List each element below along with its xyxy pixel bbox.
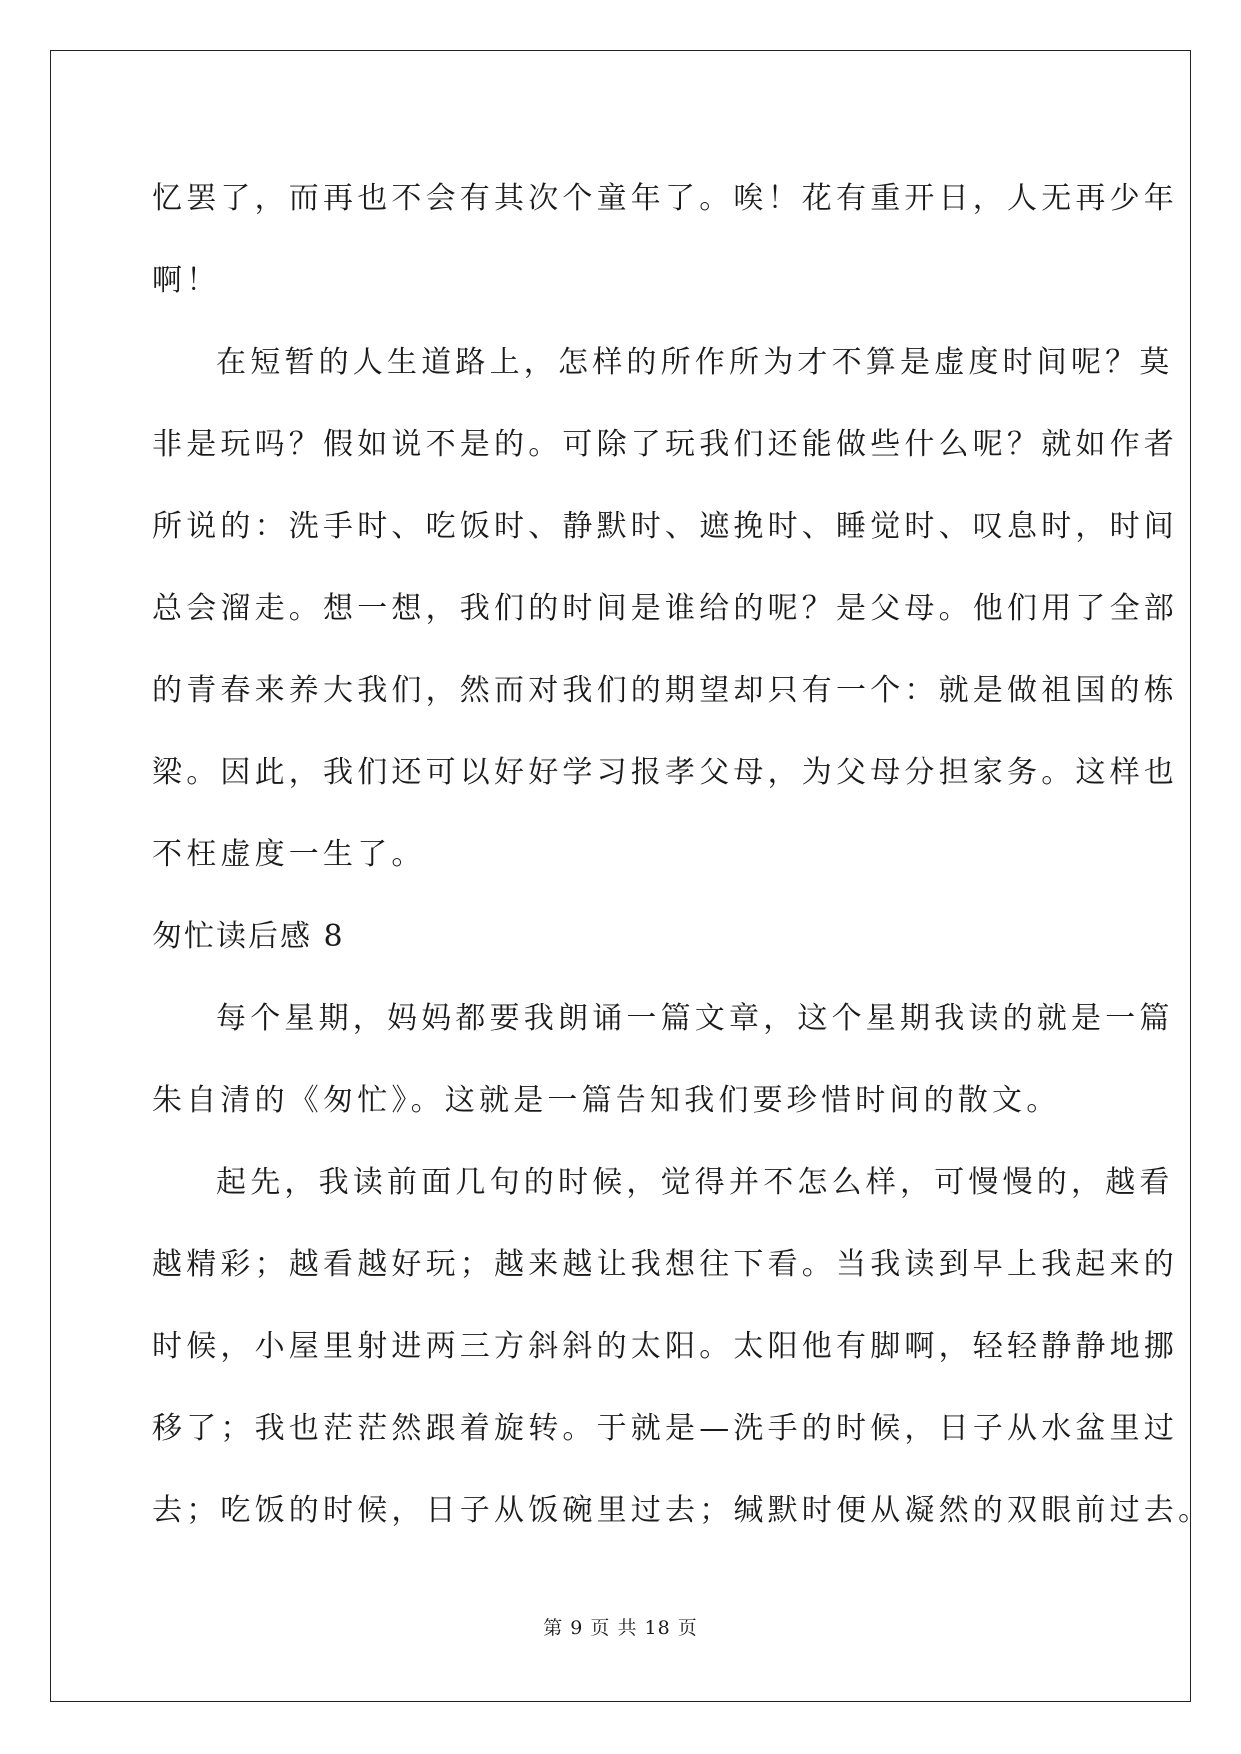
text-line: 非是玩吗？假如说不是的。可除了玩我们还能做些什么呢？就如作者 bbox=[152, 427, 1178, 462]
document-body bbox=[152, 158, 1213, 1552]
text-line: 梁。因此，我们还可以好好学习报孝父母，为父母分担家务。这样也 bbox=[152, 755, 1178, 790]
text-line: 移了；我也茫茫然跟着旋转。于就是—洗手的时候，日子从水盆里过 bbox=[152, 1411, 1178, 1446]
text-line: 越精彩；越看越好玩；越来越让我想往下看。当我读到早上我起来的 bbox=[152, 1247, 1178, 1282]
text-line: 时候，小屋里射进两三方斜斜的太阳。太阳他有脚啊，轻轻静静地挪 bbox=[152, 1329, 1178, 1364]
text-line: 的青春来养大我们，然而对我们的期望却只有一个：就是做祖国的栋 bbox=[152, 673, 1178, 708]
section-heading: 匆忙读后感 8 bbox=[152, 919, 345, 954]
paragraph-start-line: 每个星期，妈妈都要我朗诵一篇文章，这个星期我读的就是一篇 bbox=[216, 1001, 1174, 1036]
text-line: 啊！ bbox=[152, 263, 221, 298]
text-line: 总会溜走。想一想，我们的时间是谁给的呢？是父母。他们用了全部 bbox=[152, 591, 1178, 626]
text-line: 不枉虚度一生了。 bbox=[152, 837, 426, 872]
text-line: 朱自清的《匆忙》。这就是一篇告知我们要珍惜时间的散文。 bbox=[152, 1083, 1061, 1118]
page-footer: 第 9 页 共 18 页 bbox=[543, 1617, 698, 1639]
paragraph-start-line: 在短暂的人生道路上，怎样的所作所为才不算是虚度时间呢？莫 bbox=[216, 345, 1174, 380]
paragraph-start-line: 起先，我读前面几句的时候，觉得并不怎么样，可慢慢的，越看 bbox=[216, 1165, 1174, 1200]
text-line: 去；吃饭的时候，日子从饭碗里过去；缄默时便从凝然的双眼前过去。 bbox=[152, 1493, 1213, 1528]
text-line: 忆罢了，而再也不会有其次个童年了。唉！花有重开日，人无再少年 bbox=[152, 181, 1178, 216]
text-line: 所说的：洗手时、吃饭时、静默时、遮挽时、睡觉时、叹息时，时间 bbox=[152, 509, 1178, 544]
